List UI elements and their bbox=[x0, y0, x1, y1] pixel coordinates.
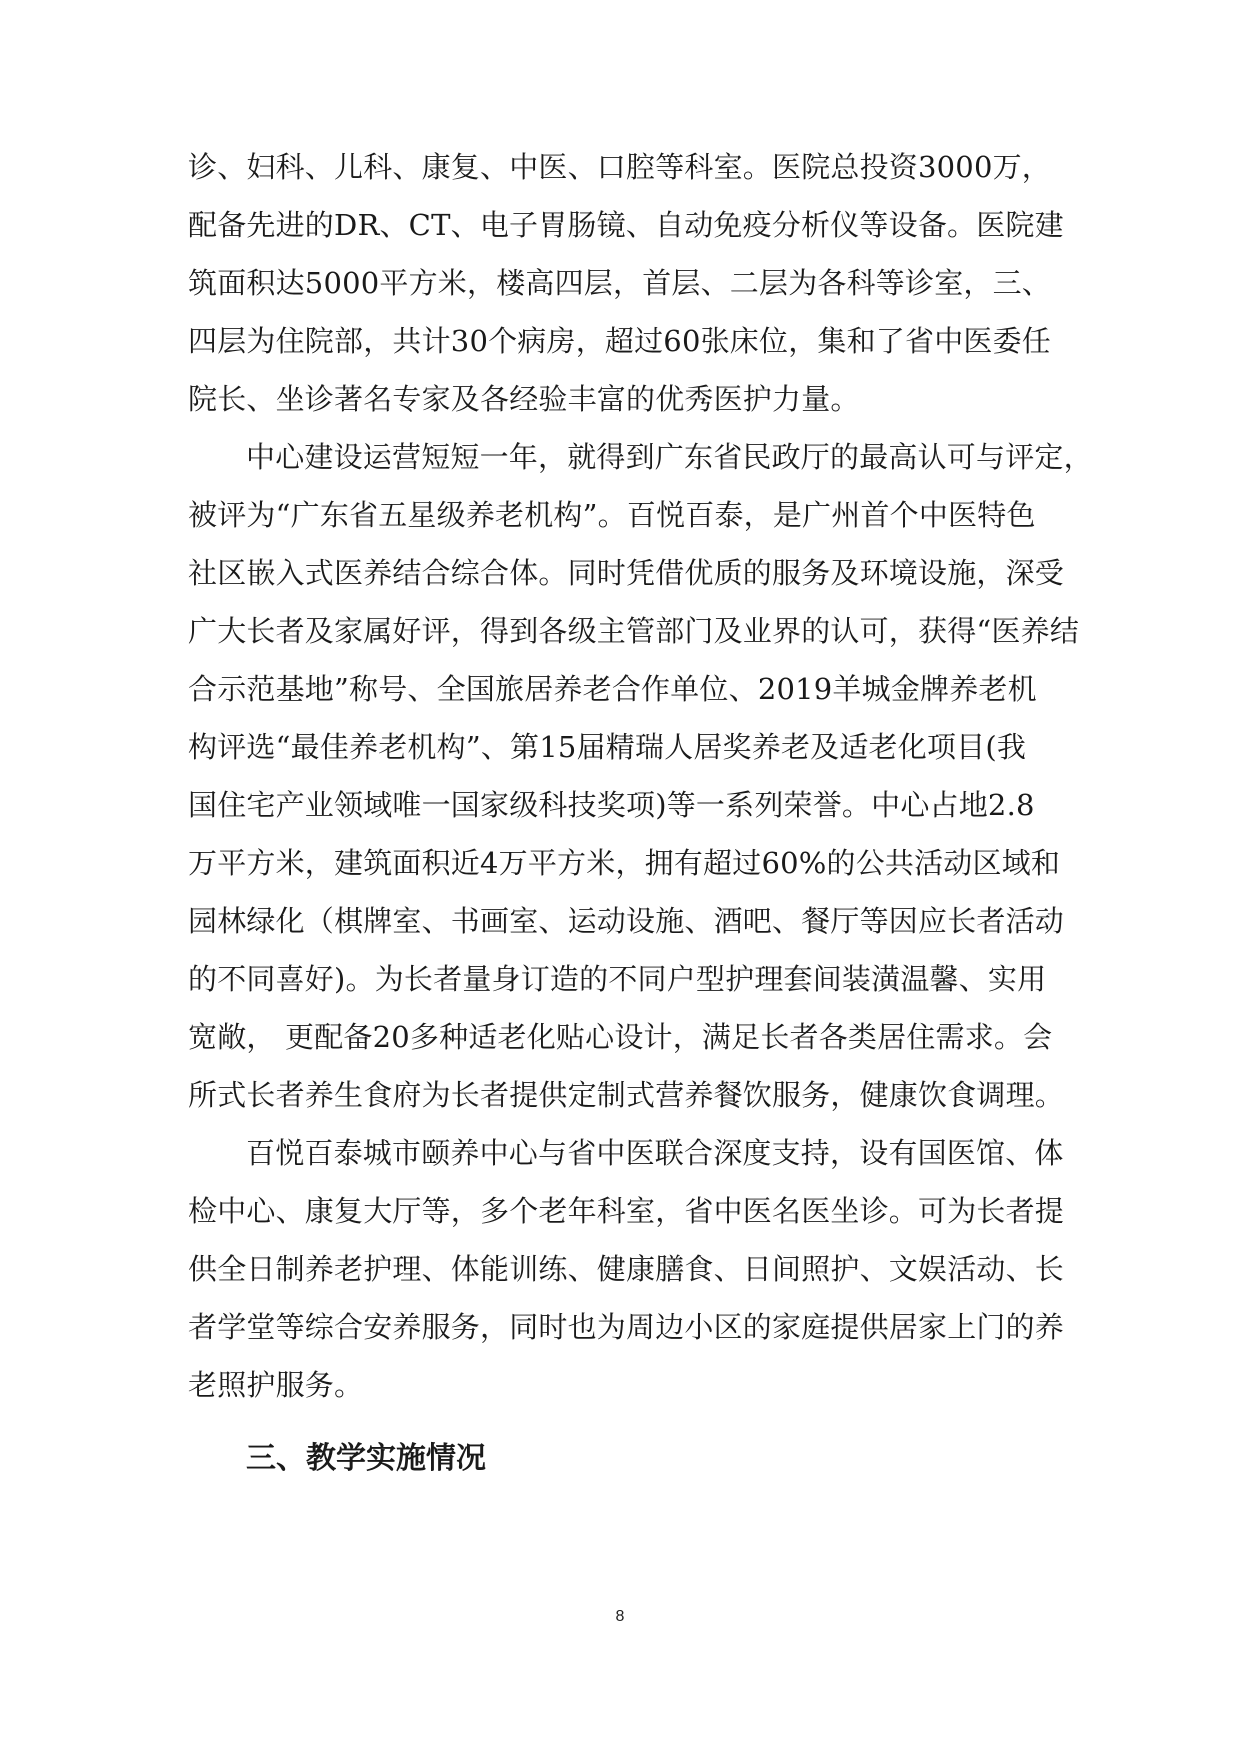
document-body bbox=[188, 138, 1093, 1488]
text-line: 广大长者及家属好评，得到各级主管部门及业界的认可，获得“医养结 bbox=[188, 614, 1080, 648]
page-number: 8 bbox=[615, 1608, 625, 1625]
paragraph bbox=[188, 428, 1093, 1124]
text-line: 国住宅产业领域唯一国家级科技奖项)等一系列荣誉。中心占地2.8 bbox=[188, 788, 1035, 822]
text-line: 的不同喜好)。为长者量身订造的不同户型护理套间装潢温馨、实用 bbox=[188, 962, 1047, 996]
text-line: 社区嵌入式医养结合综合体。同时凭借优质的服务及环境设施，深受 bbox=[188, 556, 1065, 590]
text-line: 者学堂等综合安养服务，同时也为周边小区的家庭提供居家上门的养 bbox=[188, 1310, 1065, 1344]
text-line: 老照护服务。 bbox=[188, 1368, 364, 1402]
text-line: 检中心、康复大厅等，多个老年科室，省中医名医坐诊。可为长者提 bbox=[188, 1194, 1065, 1228]
section-heading: 三、教学实施情况 bbox=[246, 1441, 486, 1476]
text-line: 园林绿化（棋牌室、书画室、运动设施、酒吧、餐厅等因应长者活动 bbox=[188, 904, 1065, 938]
paragraph bbox=[188, 1124, 1065, 1414]
text-line: 构评选“最佳养老机构”、第15届精瑞人居奖养老及适老化项目(我 bbox=[188, 730, 1027, 764]
text-line: 院长、坐诊著名专家及各经验丰富的优秀医护力量。 bbox=[188, 382, 860, 416]
text-line: 宽敞， 更配备20多种适老化贴心设计，满足长者各类居住需求。会 bbox=[188, 1020, 1053, 1054]
text-line: 所式长者养生食府为长者提供定制式营养餐饮服务，健康饮食调理。 bbox=[188, 1078, 1065, 1112]
text-line: 万平方米，建筑面积近4万平方米，拥有超过60%的公共活动区域和 bbox=[188, 846, 1061, 880]
text-line: 中心建设运营短短一年，就得到广东省民政厅的最高认可与评定， bbox=[246, 440, 1093, 474]
text-line: 筑面积达5000平方米，楼高四层，首层、二层为各科等诊室，三、 bbox=[188, 266, 1052, 300]
text-line: 四层为住院部，共计30个病房，超过60张床位，集和了省中医委任 bbox=[188, 324, 1052, 358]
text-line: 诊、妇科、儿科、康复、中医、口腔等科室。医院总投资3000万， bbox=[188, 150, 1052, 184]
text-line: 合示范基地”称号、全国旅居养老合作单位、2019羊城金牌养老机 bbox=[188, 672, 1037, 706]
text-line: 百悦百泰城市颐养中心与省中医联合深度支持，设有国医馆、体 bbox=[246, 1136, 1064, 1170]
text-line: 被评为“广东省五星级养老机构”。百悦百泰，是广州首个中医特色 bbox=[188, 498, 1036, 532]
text-line: 供全日制养老护理、体能训练、健康膳食、日间照护、文娱活动、长 bbox=[188, 1252, 1065, 1286]
text-line: 配备先进的DR、CT、电子胃肠镜、自动免疫分析仪等设备。医院建 bbox=[188, 208, 1064, 242]
paragraph bbox=[188, 138, 1064, 428]
